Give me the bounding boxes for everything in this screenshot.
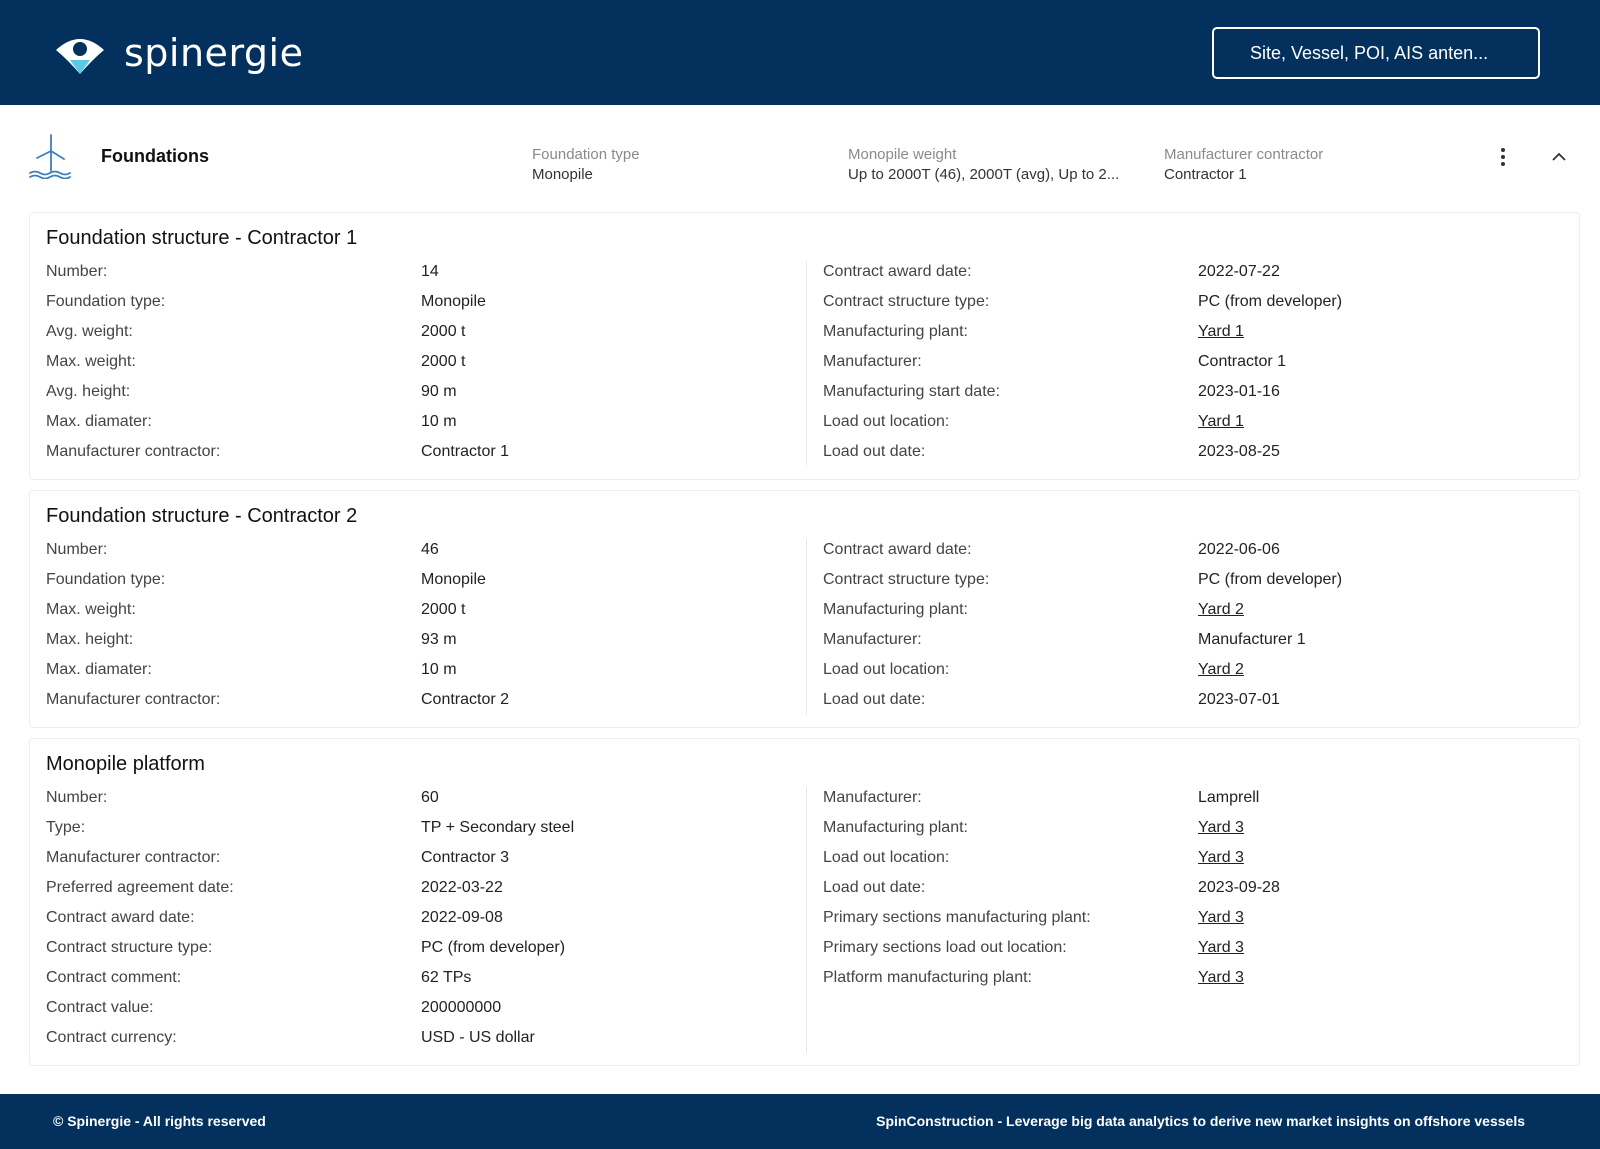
field-label: Max. weight: [46, 601, 136, 618]
field-label: Preferred agreement date: [46, 879, 234, 896]
field-value: 62 TPs [421, 969, 472, 986]
field-value: Monopile [421, 571, 486, 588]
field-value: PC (from developer) [421, 939, 566, 956]
field-value: USD - US dollar [421, 1029, 535, 1046]
field-row [823, 539, 1342, 569]
field-value: 46 [421, 541, 439, 558]
field-label: Number: [46, 789, 108, 806]
column-divider [806, 539, 807, 715]
field-label: Manufacturing plant: [823, 323, 968, 340]
field-value: TP + Secondary steel [421, 819, 575, 836]
field-row [823, 629, 1342, 659]
field-row [823, 291, 1342, 321]
summary-value: Up to 2000T (46), 2000T (avg), Up to 2... [848, 166, 1120, 183]
field-row [46, 261, 509, 291]
field-value: 2023-01-16 [1198, 383, 1280, 400]
field-value: PC (from developer) [1198, 571, 1343, 588]
field-label: Number: [46, 541, 108, 558]
field-row [46, 907, 574, 937]
field-value: 2023-07-01 [1198, 691, 1280, 708]
footer [0, 1094, 1600, 1149]
footer-tagline: SpinConstruction - Leverage big data analytics to derive new market insights on offshore vessels [876, 1113, 1525, 1129]
field-label: Manufacturer contractor: [46, 691, 221, 708]
card-title: Foundation structure - Contractor 1 [46, 227, 358, 249]
field-value: 2000 t [421, 323, 466, 340]
field-row [46, 967, 574, 997]
field-label: Platform manufacturing plant: [823, 969, 1032, 986]
field-row [46, 569, 509, 599]
field-label: Type: [46, 819, 86, 836]
global-search-input[interactable] [1212, 27, 1540, 79]
more-options-icon[interactable] [1496, 145, 1510, 169]
load-out-location-link[interactable]: Yard 2 [1198, 661, 1244, 678]
field-label: Number: [46, 263, 108, 280]
field-row [46, 411, 509, 441]
field-value: Contractor 1 [1198, 353, 1287, 370]
field-label: Foundation type: [46, 571, 166, 588]
field-row [46, 937, 574, 967]
field-label: Contract comment: [46, 969, 182, 986]
field-row [823, 321, 1342, 351]
field-label: Foundation type: [46, 293, 166, 310]
card-left-column [46, 539, 509, 719]
field-label: Load out location: [823, 413, 950, 430]
field-value: 2000 t [421, 353, 466, 370]
summary-monopile-weight [848, 145, 1133, 185]
card-right-column [823, 539, 1342, 719]
field-row [46, 539, 509, 569]
field-label: Max. diamater: [46, 413, 152, 430]
field-row [46, 877, 574, 907]
field-value: 60 [421, 789, 439, 806]
field-row [46, 997, 574, 1027]
brand-name: spinergie [124, 31, 304, 75]
column-divider [806, 787, 807, 1053]
field-row [823, 381, 1342, 411]
field-value: 2000 t [421, 601, 466, 618]
column-divider [806, 261, 807, 465]
primary-sections-load-out-link[interactable]: Yard 3 [1198, 939, 1244, 956]
footer-copyright: © Spinergie - All rights reserved [53, 1113, 266, 1129]
field-row [823, 441, 1342, 471]
card-title: Monopile platform [46, 753, 205, 775]
field-row [823, 967, 1280, 997]
summary-foundation-type [532, 145, 817, 185]
manufacturing-plant-link[interactable]: Yard 2 [1198, 601, 1244, 618]
field-row [46, 1027, 574, 1057]
card-foundation-structure-contractor-2 [29, 490, 1580, 728]
card-foundation-structure-contractor-1 [29, 212, 1580, 480]
field-label: Contract award date: [823, 263, 972, 280]
field-row [46, 291, 509, 321]
foundations-section-header [0, 105, 1600, 210]
card-left-column [46, 787, 574, 1057]
field-value: 2022-03-22 [421, 879, 503, 896]
field-label: Manufacturer: [823, 353, 922, 370]
card-right-column [823, 787, 1280, 997]
field-row [823, 817, 1280, 847]
field-value: 2023-08-25 [1198, 443, 1280, 460]
field-value: PC (from developer) [1198, 293, 1343, 310]
field-label: Load out date: [823, 691, 926, 708]
brand-logo[interactable] [52, 30, 303, 76]
search-placeholder: Site, Vessel, POI, AIS anten... [1250, 43, 1489, 63]
field-value: 200000000 [421, 999, 502, 1016]
field-label: Max. weight: [46, 353, 136, 370]
field-row [46, 321, 509, 351]
field-label: Manufacturing plant: [823, 819, 968, 836]
field-value: 90 m [421, 383, 457, 400]
card-left-column [46, 261, 509, 471]
field-label: Contract award date: [823, 541, 972, 558]
field-row [46, 381, 509, 411]
summary-label: Monopile weight [848, 146, 957, 163]
field-value: 2022-07-22 [1198, 263, 1280, 280]
load-out-location-link[interactable]: Yard 3 [1198, 849, 1244, 866]
summary-value: Monopile [532, 166, 593, 183]
field-row [823, 907, 1280, 937]
field-label: Manufacturer contractor: [46, 443, 221, 460]
field-label: Load out location: [823, 661, 950, 678]
field-label: Contract currency: [46, 1029, 177, 1046]
field-label: Primary sections load out location: [823, 939, 1067, 956]
field-row [46, 817, 574, 847]
field-label: Contract structure type: [823, 571, 990, 588]
location-pin-logo-icon [52, 30, 108, 76]
field-row [823, 847, 1280, 877]
top-bar [0, 0, 1600, 105]
manufacturing-plant-link[interactable]: Yard 1 [1198, 323, 1244, 340]
card-monopile-platform [29, 738, 1580, 1066]
field-value: Monopile [421, 293, 486, 310]
field-label: Contract award date: [46, 909, 195, 926]
field-label: Avg. weight: [46, 323, 133, 340]
field-row [823, 411, 1342, 441]
field-row [46, 441, 509, 471]
field-label: Contract structure type: [823, 293, 990, 310]
field-value: 10 m [421, 661, 457, 678]
field-row [46, 847, 574, 877]
field-value: 14 [421, 263, 439, 280]
field-value: Contractor 3 [421, 849, 510, 866]
card-title: Foundation structure - Contractor 2 [46, 505, 358, 527]
field-row [823, 937, 1280, 967]
field-value: 2023-09-28 [1198, 879, 1280, 896]
field-label: Contract structure type: [46, 939, 213, 956]
field-row [823, 261, 1342, 291]
field-label: Manufacturer: [823, 631, 922, 648]
field-label: Max. height: [46, 631, 134, 648]
field-value: 2022-06-06 [1198, 541, 1280, 558]
field-value: Manufacturer 1 [1198, 631, 1306, 648]
field-value: Lamprell [1198, 789, 1260, 806]
primary-sections-plant-link[interactable]: Yard 3 [1198, 909, 1244, 926]
card-right-column [823, 261, 1342, 471]
field-value: Contractor 1 [421, 443, 510, 460]
field-row [46, 629, 509, 659]
field-label: Load out date: [823, 879, 926, 896]
section-title: Foundations [101, 146, 209, 166]
field-row [823, 351, 1342, 381]
summary-value: Contractor 1 [1164, 166, 1247, 183]
field-row [46, 659, 509, 689]
summary-label: Foundation type [532, 146, 640, 163]
field-label: Avg. height: [46, 383, 131, 400]
field-value: Contractor 2 [421, 691, 510, 708]
wind-turbine-icon [28, 133, 74, 179]
field-row [46, 351, 509, 381]
field-value: 10 m [421, 413, 457, 430]
field-row [823, 599, 1342, 629]
field-row [46, 689, 509, 719]
summary-label: Manufacturer contractor [1164, 146, 1324, 163]
field-row [823, 689, 1342, 719]
field-row [46, 599, 509, 629]
field-row [823, 659, 1342, 689]
summary-manufacturer-contractor [1164, 145, 1449, 185]
field-row [46, 787, 574, 817]
field-label: Max. diamater: [46, 661, 152, 678]
field-label: Manufacturer contractor: [46, 849, 221, 866]
field-label: Primary sections manufacturing plant: [823, 909, 1091, 926]
field-value: 93 m [421, 631, 457, 648]
platform-plant-link[interactable]: Yard 3 [1198, 969, 1244, 986]
field-label: Manufacturing plant: [823, 601, 968, 618]
field-row [823, 877, 1280, 907]
field-label: Manufacturer: [823, 789, 922, 806]
field-row [823, 569, 1342, 599]
field-value: 2022-09-08 [421, 909, 503, 926]
field-row [823, 787, 1280, 817]
manufacturing-plant-link[interactable]: Yard 3 [1198, 819, 1244, 836]
field-label: Load out date: [823, 443, 926, 460]
field-label: Contract value: [46, 999, 154, 1016]
field-label: Manufacturing start date: [823, 383, 1000, 400]
load-out-location-link[interactable]: Yard 1 [1198, 413, 1244, 430]
chevron-up-icon[interactable] [1549, 145, 1569, 169]
field-label: Load out location: [823, 849, 950, 866]
